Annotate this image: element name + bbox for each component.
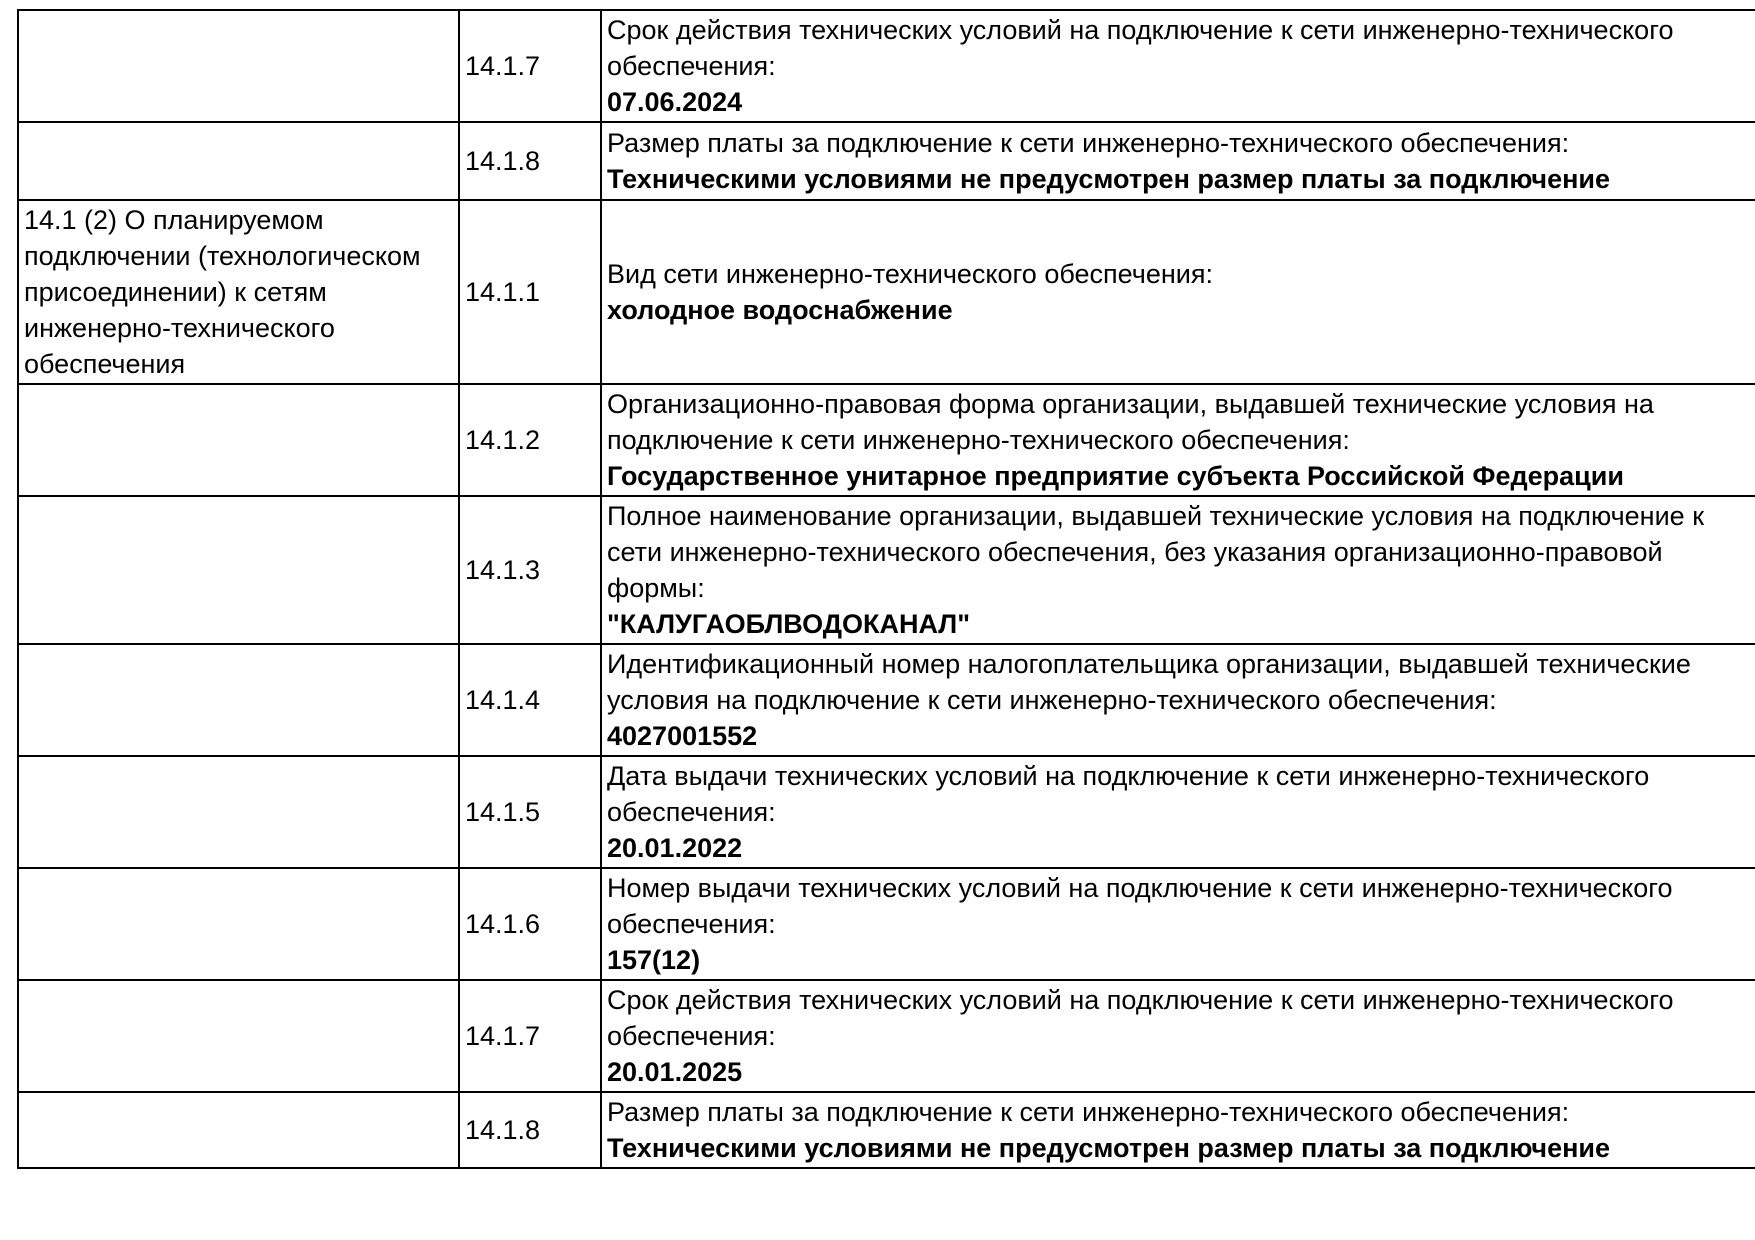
item-content-cell [601, 10, 1755, 122]
item-content-cell [601, 756, 1755, 868]
item-value: Техническими условиями не предусмотрен размер платы за подключение [607, 164, 1611, 194]
section-cell: 14.1 (2) О планируемом подключении (технологическом присоединении) к сетям инженерно-технического обеспечения [18, 200, 459, 384]
item-number-cell: 14.1.3 [459, 496, 601, 644]
declaration-table-body [18, 10, 1755, 1168]
item-content-cell [601, 644, 1755, 756]
item-content-cell [601, 384, 1755, 496]
table-row [18, 10, 1755, 122]
section-cell [18, 644, 459, 756]
item-label: Идентификационный номер налогоплательщика организации, выдавшей технические условия на подключение к сети инженерно-технического обеспечения: [607, 649, 1691, 715]
table-row [18, 644, 1755, 756]
item-value: 4027001552 [607, 721, 758, 751]
section-cell [18, 980, 459, 1092]
item-label: Полное наименование организации, выдавшей технические условия на подключение к сети инженерно-технического обеспечения, без указания организационно-правовой формы: [607, 501, 1705, 603]
item-label: Вид сети инженерно-технического обеспечения: [607, 259, 1213, 289]
section-cell [18, 496, 459, 644]
table-row [18, 496, 1755, 644]
item-content-cell [601, 496, 1755, 644]
table-row [18, 122, 1755, 200]
item-label: Срок действия технических условий на подключение к сети инженерно-технического обеспечения: [607, 15, 1674, 81]
item-number-cell: 14.1.6 [459, 868, 601, 980]
item-content-cell [601, 200, 1755, 384]
item-number-cell: 14.1.8 [459, 1092, 601, 1168]
item-label: Размер платы за подключение к сети инженерно-технического обеспечения: [607, 1097, 1570, 1127]
item-value: Техническими условиями не предусмотрен размер платы за подключение [607, 1133, 1611, 1163]
item-value: холодное водоснабжение [607, 295, 953, 325]
section-cell [18, 122, 459, 200]
item-content-cell [601, 868, 1755, 980]
declaration-table [17, 9, 1755, 1169]
table-row [18, 1092, 1755, 1168]
item-content-cell [601, 980, 1755, 1092]
item-number-cell: 14.1.7 [459, 980, 601, 1092]
table-row [18, 384, 1755, 496]
item-label: Организационно-правовая форма организации, выдавшей технические условия на подключение к сети инженерно-технического обеспечения: [607, 389, 1654, 455]
item-label: Дата выдачи технических условий на подключение к сети инженерно-технического обеспечения: [607, 761, 1650, 827]
item-label: Срок действия технических условий на подключение к сети инженерно-технического обеспечения: [607, 985, 1674, 1051]
section-cell [18, 756, 459, 868]
item-content-cell [601, 1092, 1755, 1168]
section-cell [18, 10, 459, 122]
item-number-cell: 14.1.1 [459, 200, 601, 384]
item-label: Номер выдачи технических условий на подключение к сети инженерно-технического обеспечения: [607, 873, 1673, 939]
item-number-cell: 14.1.4 [459, 644, 601, 756]
section-cell [18, 868, 459, 980]
item-content-cell [601, 122, 1755, 200]
section-cell [18, 384, 459, 496]
item-value: Государственное унитарное предприятие субъекта Российской Федерации [607, 461, 1624, 491]
item-number-cell: 14.1.2 [459, 384, 601, 496]
item-value: "КАЛУГАОБЛВОДОКАНАЛ" [607, 609, 971, 639]
item-value: 157(12) [607, 945, 701, 975]
item-number-cell: 14.1.8 [459, 122, 601, 200]
table-row [18, 980, 1755, 1092]
item-label: Размер платы за подключение к сети инженерно-технического обеспечения: [607, 128, 1570, 158]
item-number-cell: 14.1.7 [459, 10, 601, 122]
table-row [18, 756, 1755, 868]
item-value: 20.01.2025 [607, 1057, 743, 1087]
item-number-cell: 14.1.5 [459, 756, 601, 868]
item-value: 20.01.2022 [607, 833, 743, 863]
table-row [18, 868, 1755, 980]
item-value: 07.06.2024 [607, 87, 743, 117]
section-cell [18, 1092, 459, 1168]
table-row [18, 200, 1755, 384]
